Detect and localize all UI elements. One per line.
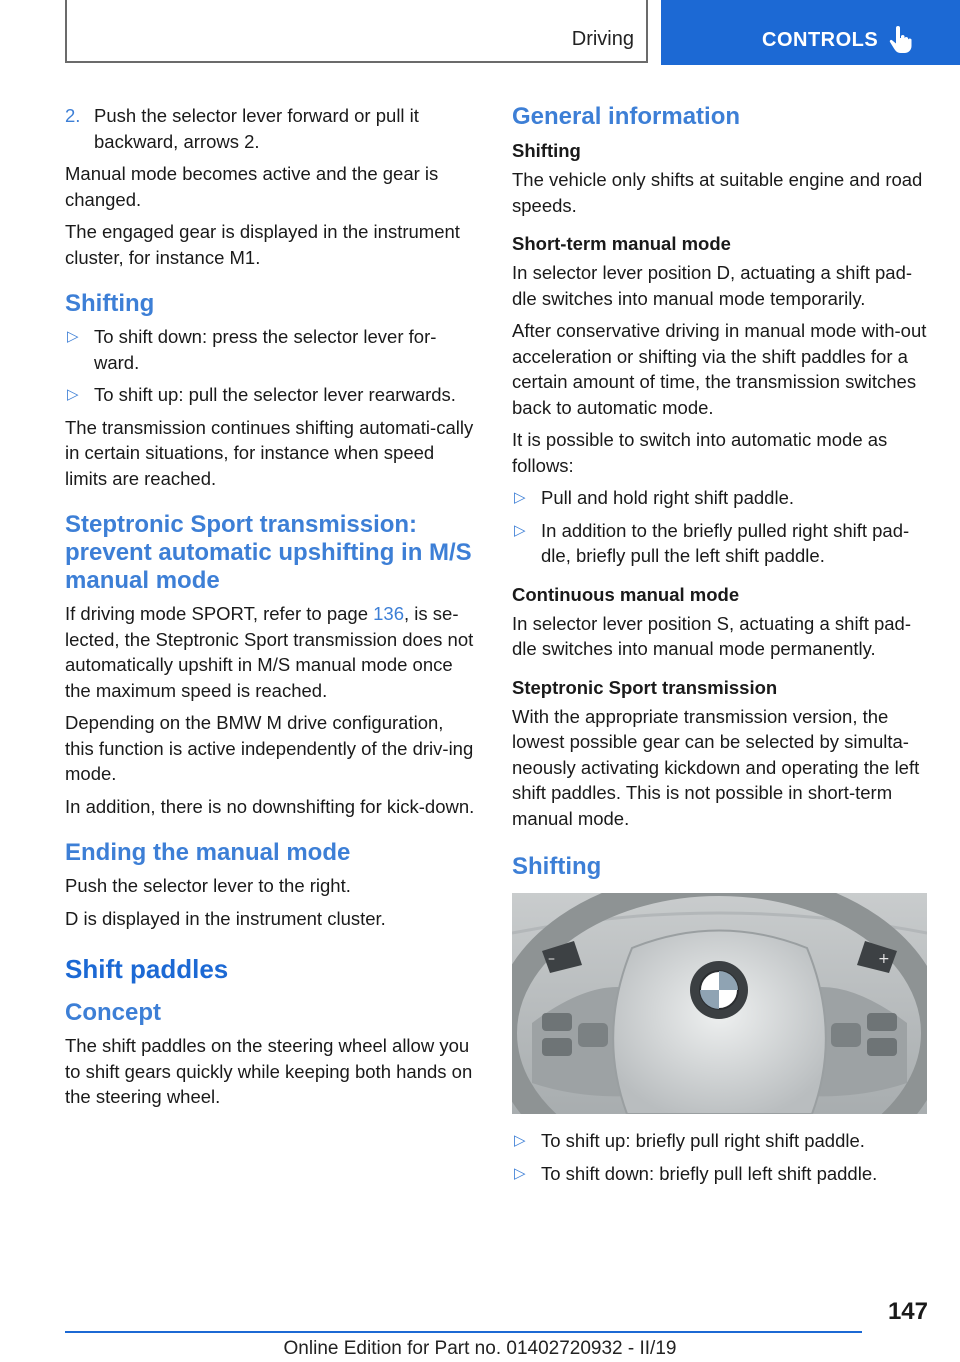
- paragraph: D is displayed in the instrument cluster.: [65, 907, 386, 929]
- footer-divider: [65, 1331, 862, 1333]
- paragraph-sport-mode: [65, 601, 475, 703]
- list-item: [512, 485, 927, 511]
- left-column: [65, 103, 475, 1117]
- header-chapter-tab[interactable]: [661, 0, 960, 65]
- heading-concept: Concept: [65, 999, 161, 1026]
- left-paddle-minus-label: –: [548, 951, 555, 967]
- subheading-continuous-manual-mode: Continuous manual mode: [512, 583, 740, 605]
- step-text: Push the selector lever forward or pull it backward, arrows 2.: [94, 105, 419, 152]
- heading-shifting-figure: Shifting: [512, 853, 602, 880]
- header-section-title: Driving: [571, 28, 634, 50]
- right-column: [512, 103, 927, 1193]
- triangle-bullet-icon: ▷: [514, 1164, 526, 1182]
- page-number: 147: [887, 1298, 928, 1325]
- triangle-bullet-icon: ▷: [514, 489, 526, 506]
- list-item: [512, 1161, 927, 1187]
- header-chapter-label: CONTROLS: [762, 29, 879, 51]
- triangle-bullet-icon: ▷: [67, 386, 79, 403]
- list-item: [512, 1128, 927, 1154]
- list-item-text: To shift up: pull the selector lever rearwards.: [94, 384, 456, 405]
- text: If driving mode SPORT, refer to page: [65, 603, 374, 624]
- paragraph: The engaged gear is displayed in the instrument cluster, for instance M1.: [65, 221, 460, 268]
- paragraph: It is possible to switch into automatic mode as follows:: [512, 429, 888, 476]
- steering-wheel-shift-paddles-image: [512, 893, 927, 1114]
- triangle-bullet-icon: ▷: [67, 328, 79, 345]
- list-item: [512, 518, 927, 569]
- page-reference-link[interactable]: 136: [373, 603, 405, 624]
- list-item-text: To shift down: briefly pull left shift paddle.: [541, 1162, 878, 1184]
- triangle-bullet-icon: ▷: [514, 1132, 526, 1149]
- heading-shift-paddles: Shift paddles: [65, 954, 229, 984]
- triangle-bullet-icon: ▷: [514, 521, 526, 539]
- step-number: 2.: [65, 105, 81, 126]
- paragraph: After conservative driving in manual mode with-out acceleration or shifting via the shift paddles for a certain amount of time, the transmission switches back to automatic mode.: [512, 320, 927, 418]
- heading-ending-manual-mode: Ending the manual mode: [65, 839, 351, 866]
- list-item-text: In addition to the briefly pulled right shift pad-dle, briefly pull the left shift paddle.: [541, 519, 910, 566]
- subheading-shifting: Shifting: [512, 140, 581, 161]
- subheading-short-term-manual-mode: Short-term manual mode: [512, 233, 731, 254]
- paragraph: The shift paddles on the steering wheel allow you to shift gears quickly while keeping both hands on the steering wheel.: [65, 1035, 473, 1107]
- paragraph: Push the selector lever to the right.: [65, 875, 351, 896]
- paragraph: Depending on the BMW M drive configuration, this function is active independently of the driv-ing mode.: [65, 712, 474, 784]
- paragraph: Manual mode becomes active and the gear is changed.: [65, 163, 439, 210]
- heading-shifting: Shifting: [65, 290, 155, 317]
- header-section-box: [65, 0, 648, 63]
- list-item-text: Pull and hold right shift paddle.: [541, 487, 795, 508]
- list-item-text: To shift down: press the selector lever for-ward.: [94, 326, 437, 373]
- heading-steptronic-sport: Steptronic Sport transmission: prevent automatic upshifting in M/S manual mode: [65, 511, 472, 594]
- paragraph: With the appropriate transmission version, the lowest possible gear can be selected by simulta-neously activating kickdown and operating the left shift paddles. This is not possible in short-term manual mode.: [512, 705, 920, 829]
- hand-pointer-icon: [889, 26, 913, 54]
- paragraph: In selector lever position S, actuating a shift pad-dle switches into manual mode permanently.: [512, 612, 911, 659]
- right-paddle-plus-label: +: [878, 951, 890, 967]
- list-item-text: To shift up: briefly pull right shift paddle.: [541, 1130, 865, 1151]
- text: , is se-lected, the Steptronic Sport transmission does not automatically upshift in M/S manual mode once the maximum speed is reached.: [65, 603, 474, 701]
- footer-edition: Online Edition for Part no. 01402720932 - II/19: [283, 1338, 677, 1359]
- list-item: [65, 324, 475, 375]
- paragraph: The vehicle only shifts at suitable engine and road speeds.: [512, 169, 923, 216]
- subheading-steptronic-sport-transmission: Steptronic Sport transmission: [512, 676, 778, 698]
- paragraph: In selector lever position D, actuating a shift pad-dle switches into manual mode temporarily.: [512, 262, 913, 309]
- heading-general-information: General information: [512, 103, 741, 130]
- list-item-step-2: [65, 103, 475, 154]
- list-item: [65, 382, 475, 408]
- paragraph: The transmission continues shifting automati-cally in certain situations, for instance when speed limits are reached.: [65, 416, 474, 489]
- paragraph: In addition, there is no downshifting for kick-down.: [65, 795, 475, 817]
